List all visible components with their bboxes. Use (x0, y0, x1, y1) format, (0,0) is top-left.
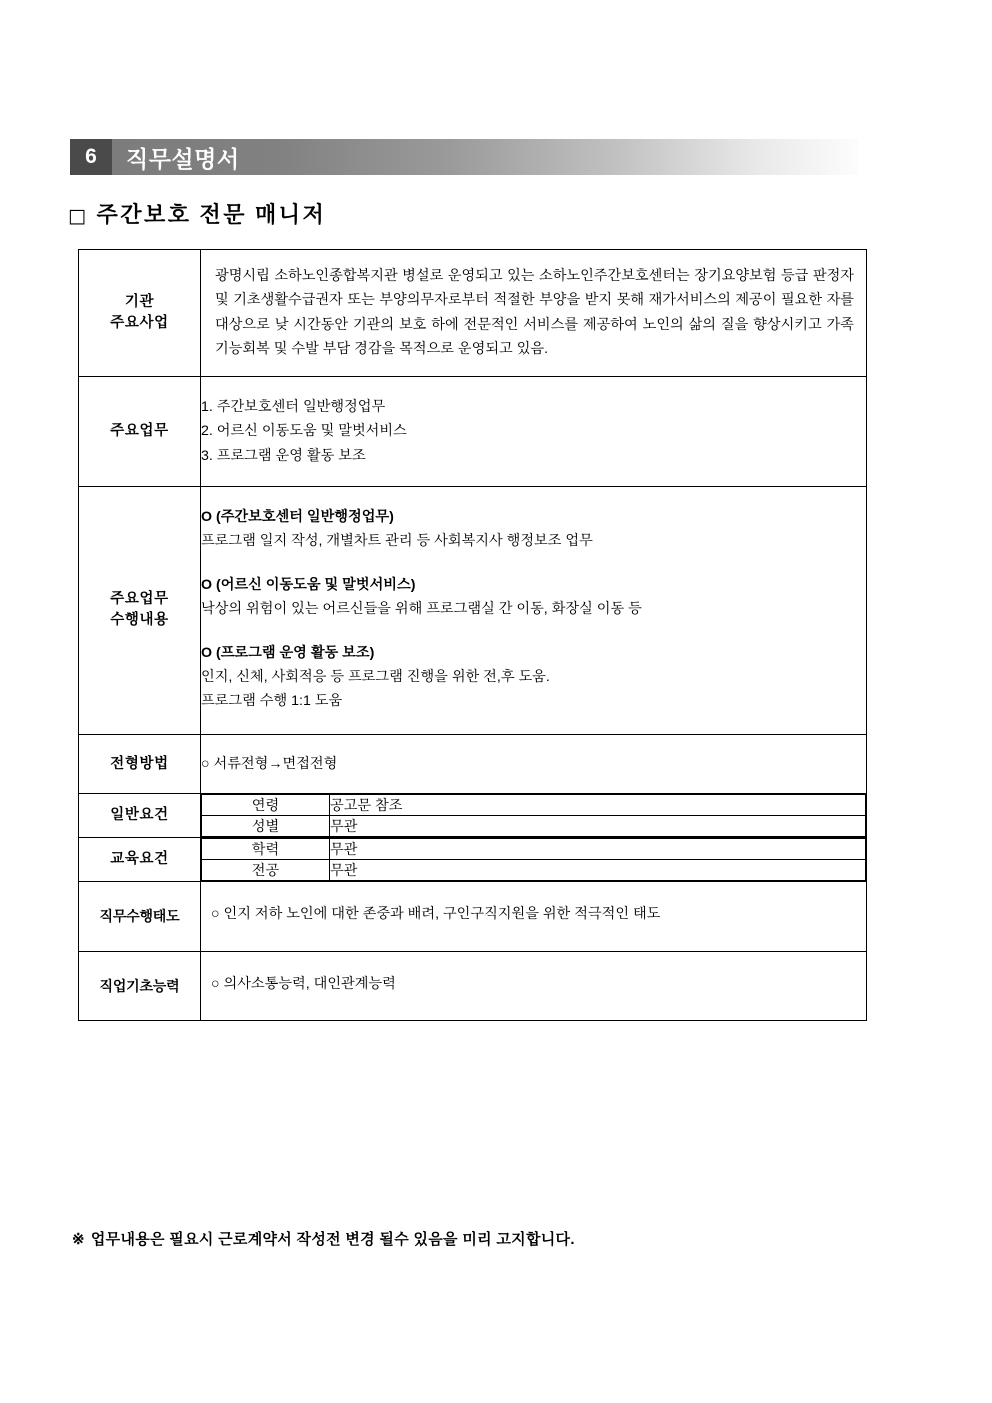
sub-value-gender: 무관 (330, 816, 866, 837)
footnote-text: 업무내용은 필요시 근로계약서 작성전 변경 될수 있음을 미리 고지합니다. (90, 1231, 575, 1248)
row-content-work-attitude (201, 882, 867, 951)
block-spacer (201, 554, 866, 573)
list-item: 2. 어르신 이동도움 및 말벗서비스 (201, 423, 407, 440)
row-label-line-2: 수행내용 (110, 612, 169, 629)
row-label-basic-ability: 직업기초능력 (79, 951, 201, 1020)
duty-block-line: 프로그램 일지 작성, 개별차트 관리 등 사회복지사 행정보조 업무 (201, 533, 593, 550)
table-row-general-requirements (79, 794, 867, 838)
general-requirements-subtable (201, 794, 866, 837)
basic-ability-text: ○ 의사소통능력, 대인관계능력 (211, 975, 396, 992)
section-number: 6 (70, 139, 112, 175)
row-label-work-attitude: 직무수행태도 (79, 882, 201, 951)
table-row-main-duties (79, 376, 867, 486)
list-item: 1. 주간보호센터 일반행정업무 (201, 398, 386, 415)
sub-value-education-level: 무관 (330, 839, 866, 860)
sub-label-education-level: 학력 (202, 839, 330, 860)
organization-business-text: 광명시립 소하노인종합복지관 병설로 운영되고 있는 소하노인주간보호센터는 장기요양보험 등급 판정자 및 기초생활수급권자 또는 부양의무자로부터 적절한 부양을 받지 못해 재가서비스의 제공이 필요한 자를 대상으로 낮 시간동안 기관의 보호 하에 전문적인 서비스를 제공하여 노인의 삶의 질을 향상시키고 가족 기능회복 및 수발 부담 경감을 목적으로 운영되고 있음. (215, 268, 854, 358)
row-label-line-2: 주요사업 (110, 314, 169, 331)
row-label-line-1: 주요업무 (110, 591, 169, 608)
duty-block-title: O (어르신 이동도움 및 말벗서비스) (201, 576, 416, 593)
block-spacer (201, 622, 866, 641)
row-label-main-duties: 주요업무 (79, 376, 201, 486)
table-row-selection-method (79, 734, 867, 793)
table-row-education-requirements (79, 838, 867, 882)
duty-block-line: 프로그램 수행 1:1 도움 (201, 693, 343, 710)
subtable-row-major (202, 860, 866, 881)
general-requirements-subtable-cell (201, 794, 867, 838)
duty-block-title: O (프로그램 운영 활동 보조) (201, 644, 375, 661)
row-content-duty-details (201, 486, 867, 734)
row-label-general-requirements: 일반요건 (79, 794, 201, 838)
row-label-organization-business (79, 250, 201, 377)
work-attitude-text: ○ 인지 저하 노인에 대한 존중과 배려, 구인구직지원을 위한 적극적인 태도 (211, 906, 661, 923)
row-content-basic-ability (201, 951, 867, 1020)
sub-label-gender: 성별 (202, 816, 330, 837)
education-requirements-subtable-cell (201, 838, 867, 882)
row-content-selection-method (201, 734, 867, 793)
reference-mark-icon: ※ (72, 1231, 85, 1248)
table-row-duty-details (79, 486, 867, 734)
section-title: 직무설명서 (126, 145, 240, 172)
table-row-organization-business (79, 250, 867, 377)
job-subtitle (68, 198, 326, 229)
row-content-main-duties (201, 376, 867, 486)
table-row-basic-ability (79, 951, 867, 1020)
duty-block-line: 인지, 신체, 사회적응 등 프로그램 진행을 위한 전,후 도움. (201, 669, 550, 686)
row-label-education-requirements: 교육요건 (79, 838, 201, 882)
sub-value-age: 공고문 참조 (330, 795, 866, 816)
footnote (72, 1228, 575, 1249)
job-subtitle-text: 주간보호 전문 매니저 (96, 202, 327, 227)
duty-block-title: O (주간보호센터 일반행정업무) (201, 508, 394, 525)
sub-label-age: 연령 (202, 795, 330, 816)
duty-block-line: 낙상의 위험이 있는 어르신들을 위해 프로그램실 간 이동, 화장실 이동 등 (201, 601, 642, 618)
education-requirements-subtable (201, 838, 866, 881)
row-label-duty-details (79, 486, 201, 734)
section-title-bar (112, 139, 859, 175)
table-row-work-attitude (79, 882, 867, 951)
job-description-table (78, 249, 867, 1021)
subtable-row-education-level (202, 839, 866, 860)
row-label-line-1: 기관 (124, 293, 155, 310)
subtable-row-gender (202, 816, 866, 837)
row-label-selection-method: 전형방법 (79, 734, 201, 793)
list-item: 3. 프로그램 운영 활동 보조 (201, 447, 366, 464)
sub-label-major: 전공 (202, 860, 330, 881)
selection-method-text: ○ 서류전형→면접전형 (201, 755, 338, 772)
checkbox-square-icon: □ (68, 205, 89, 227)
subtable-row-age (202, 795, 866, 816)
section-header (70, 139, 859, 175)
sub-value-major: 무관 (330, 860, 866, 881)
row-content-organization-business (201, 250, 867, 377)
